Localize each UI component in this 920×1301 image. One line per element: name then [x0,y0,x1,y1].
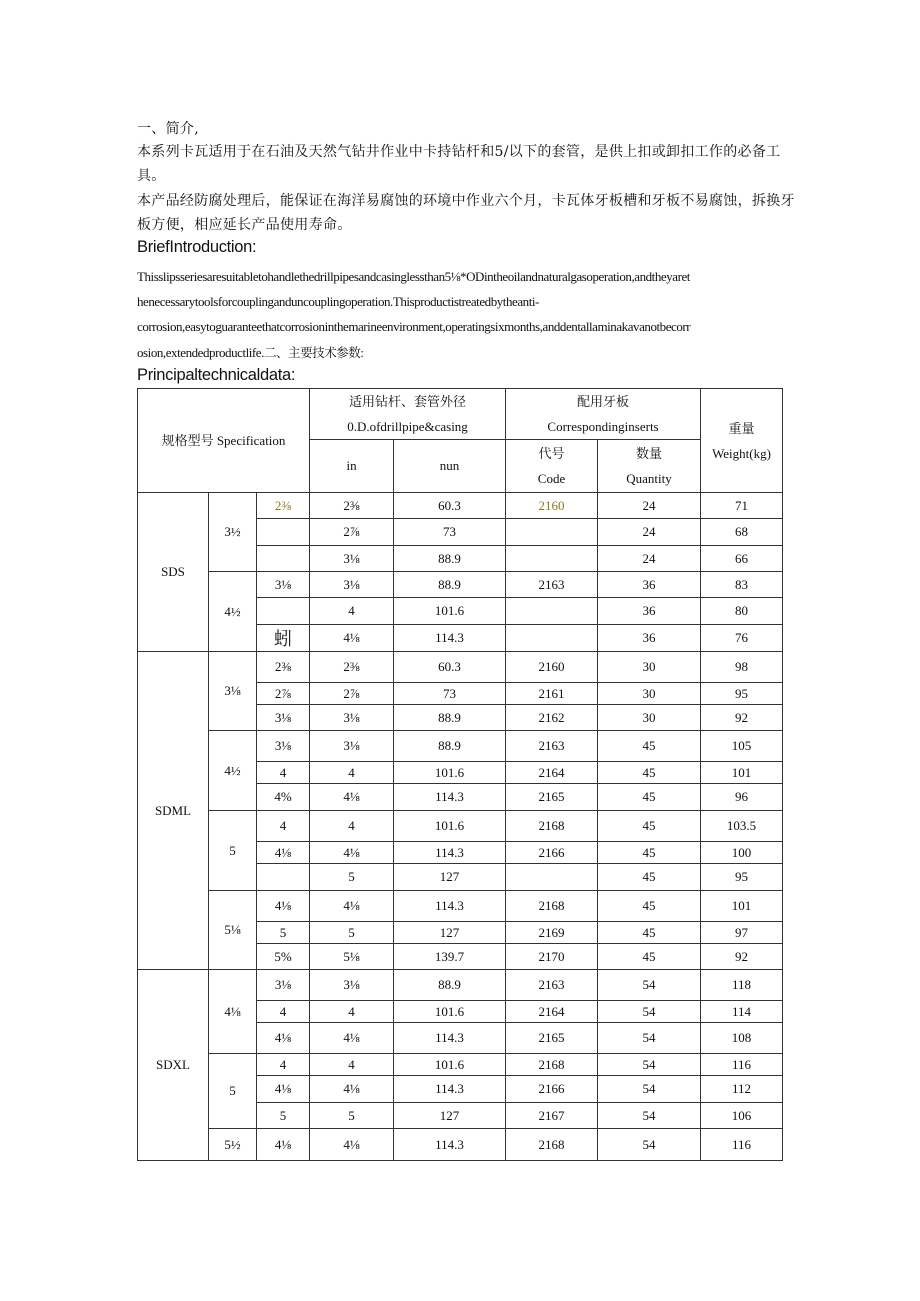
sub-size-cell: 4⅛ [257,1023,310,1054]
in-cell: 4 [310,1001,394,1023]
group-cell: 4½ [209,572,257,652]
model-cell: SDML [138,652,209,970]
zh-paragraph2-line1: 本产品经防腐处理后，能保证在海洋易腐蚀的环境中作业六个月，卡瓦体牙板槽和牙板不易腐蚀，拆换牙 [137,193,795,209]
header-mm: nun [394,440,506,493]
table-row [138,493,783,519]
qty-cell: 36 [598,598,701,625]
section1-heading: 一、简介, [137,121,199,137]
qty-cell: 45 [598,842,701,864]
weight-cell: 101 [701,891,783,922]
header-code [506,440,598,493]
weight-cell: 66 [701,546,783,572]
header-spec [138,389,310,493]
header-code-en: Code [537,471,566,486]
in-cell: 2⅞ [310,519,394,546]
weight-cell: 101 [701,762,783,784]
sub-size-cell: 3⅛ [257,572,310,598]
sub-size-cell: 蚓 [257,625,310,652]
group-cell: 5 [209,1054,257,1129]
mm-cell: 114.3 [394,1076,506,1103]
table-row [138,811,783,842]
brief-heading: BriefIntroduction: [137,238,257,256]
in-cell: 2⅞ [310,683,394,705]
sub-size-cell: 4⅛ [257,842,310,864]
qty-cell: 45 [598,731,701,762]
mm-cell: 101.6 [394,1054,506,1076]
code-cell: 2168 [506,1054,598,1076]
weight-cell: 116 [701,1054,783,1076]
table-row [138,1129,783,1161]
table-row [138,652,783,683]
mm-cell: 114.3 [394,625,506,652]
mm-cell: 114.3 [394,784,506,811]
code-cell: 2161 [506,683,598,705]
mm-cell: 88.9 [394,970,506,1001]
code-cell: 2163 [506,970,598,1001]
qty-cell: 54 [598,970,701,1001]
code-cell [506,598,598,625]
in-cell: 4⅛ [310,1129,394,1161]
sub-size-cell: 2⅞ [257,683,310,705]
in-cell: 5 [310,864,394,891]
weight-cell: 98 [701,652,783,683]
header-qty [598,440,701,493]
code-cell: 2165 [506,784,598,811]
sub-size-cell: 5% [257,944,310,970]
mm-cell: 101.6 [394,762,506,784]
code-cell: 2165 [506,1023,598,1054]
zh-paragraph2-line2: 板方便，相应延长产品使用寿命。 [137,217,352,233]
sub-size-cell [257,546,310,572]
table-row [138,1054,783,1076]
mm-cell: 73 [394,683,506,705]
group-cell: 3½ [209,493,257,572]
weight-cell: 100 [701,842,783,864]
sub-size-cell: 3⅛ [257,705,310,731]
group-cell: 4½ [209,731,257,811]
mm-cell: 114.3 [394,1129,506,1161]
zh-paragraph1-line2: 具。 [137,168,166,184]
mm-cell: 88.9 [394,731,506,762]
qty-cell: 54 [598,1054,701,1076]
qty-cell: 24 [598,493,701,519]
mm-cell: 60.3 [394,493,506,519]
zh-paragraph1-line1: 本系列卡瓦适用于在石油及天然气钻井作业中卡持钻杆和5/以下的套管，是供上扣或卸扣工作的必备工 [137,144,781,160]
qty-cell: 30 [598,705,701,731]
in-cell: 4⅛ [310,1076,394,1103]
qty-cell: 30 [598,683,701,705]
weight-cell: 80 [701,598,783,625]
in-cell: 3⅛ [310,731,394,762]
qty-cell: 36 [598,572,701,598]
weight-cell: 118 [701,970,783,1001]
code-cell: 2166 [506,1076,598,1103]
sub-size-cell: 4 [257,762,310,784]
qty-cell: 54 [598,1103,701,1129]
weight-cell: 95 [701,683,783,705]
mm-cell: 88.9 [394,546,506,572]
sub-size-cell: 2⅜ [257,493,310,519]
in-cell: 3⅛ [310,572,394,598]
code-cell: 2163 [506,572,598,598]
header-weight [701,389,783,493]
sub-size-cell: 5 [257,1103,310,1129]
sub-size-cell: 4⅛ [257,1129,310,1161]
mm-cell: 73 [394,519,506,546]
in-cell: 4 [310,1054,394,1076]
weight-cell: 92 [701,705,783,731]
model-cell: SDS [138,493,209,652]
header-qty-zh: 数量 [636,446,663,461]
weight-cell: 95 [701,864,783,891]
header-od-en: 0.D.ofdrillpipe&casing [347,419,468,434]
qty-cell: 45 [598,944,701,970]
in-cell: 5 [310,1103,394,1129]
sub-size-cell: 2⅜ [257,652,310,683]
qty-cell: 30 [598,652,701,683]
code-cell: 2166 [506,842,598,864]
code-cell: 2167 [506,1103,598,1129]
code-cell: 2160 [506,652,598,683]
en-paragraph-line4 [137,343,363,361]
sub-size-cell: 4⅛ [257,1076,310,1103]
code-cell: 2168 [506,1129,598,1161]
in-cell: 4 [310,598,394,625]
in-cell: 4 [310,762,394,784]
sub-size-cell [257,519,310,546]
mm-cell: 127 [394,922,506,944]
model-cell: SDXL [138,970,209,1161]
weight-cell: 92 [701,944,783,970]
mm-cell: 101.6 [394,811,506,842]
code-cell: 2164 [506,1001,598,1023]
table-row [138,891,783,922]
group-cell: 5⅛ [209,891,257,970]
qty-cell: 54 [598,1023,701,1054]
header-in: in [310,440,394,493]
in-cell: 3⅛ [310,970,394,1001]
mm-cell: 88.9 [394,705,506,731]
mm-cell: 114.3 [394,842,506,864]
code-cell [506,546,598,572]
sub-size-cell: 5 [257,922,310,944]
in-cell: 5 [310,922,394,944]
sub-size-cell: 4 [257,1054,310,1076]
code-cell [506,864,598,891]
qty-cell: 45 [598,762,701,784]
weight-cell: 83 [701,572,783,598]
en-paragraph-line3: corrosion,easytoguaranteethatcorrosioninthemarineenvironment,operatingsixmonths,anddentallaminakavanotbecorr [137,319,691,334]
mm-cell: 139.7 [394,944,506,970]
in-cell: 4⅛ [310,842,394,864]
qty-cell: 24 [598,519,701,546]
mm-cell: 101.6 [394,598,506,625]
principal-heading: Principaltechnicaldata: [137,366,296,384]
header-spec-text: 规格型号 Specification [161,433,286,448]
code-cell: 2168 [506,891,598,922]
header-weight-zh: 重量 [728,420,755,436]
qty-cell: 45 [598,891,701,922]
en-paragraph-line1: Thisslipsseriesaresuitabletohandlethedrillpipesandcasinglessthan5⅛*ODintheoilandnaturalgasoperation,andtheyaret [137,269,690,284]
in-cell: 4⅛ [310,784,394,811]
sub-size-cell: 3⅛ [257,731,310,762]
header-inserts-zh: 配用牙板 [577,394,630,409]
sub-size-cell [257,598,310,625]
code-cell: 2163 [506,731,598,762]
weight-cell: 97 [701,922,783,944]
weight-cell: 106 [701,1103,783,1129]
qty-cell: 24 [598,546,701,572]
weight-cell: 112 [701,1076,783,1103]
sub-size-cell: 4⅛ [257,891,310,922]
sub-size-cell: 4% [257,784,310,811]
weight-cell: 68 [701,519,783,546]
table-row [138,572,783,598]
weight-cell: 96 [701,784,783,811]
header-row-1 [138,389,783,440]
qty-cell: 54 [598,1129,701,1161]
code-cell: 2162 [506,705,598,731]
header-inserts [506,389,701,440]
in-cell: 4⅛ [310,1023,394,1054]
qty-cell: 54 [598,1076,701,1103]
in-cell: 4⅛ [310,891,394,922]
code-cell [506,625,598,652]
section2-heading: 二、主要技术参数: [263,346,364,360]
code-cell: 2164 [506,762,598,784]
code-cell: 2168 [506,811,598,842]
weight-cell: 114 [701,1001,783,1023]
group-cell: 5 [209,811,257,891]
qty-cell: 45 [598,784,701,811]
header-qty-en: Quantity [626,471,672,486]
weight-cell: 105 [701,731,783,762]
mm-cell: 127 [394,1103,506,1129]
sub-size-cell: 4 [257,1001,310,1023]
header-weight-en: Weight(kg) [712,445,771,461]
code-cell: 2160 [506,493,598,519]
sub-size-cell: 4 [257,811,310,842]
weight-cell: 76 [701,625,783,652]
group-cell: 5½ [209,1129,257,1161]
mm-cell: 114.3 [394,891,506,922]
sub-size-cell: 3⅛ [257,970,310,1001]
code-cell [506,519,598,546]
weight-cell: 108 [701,1023,783,1054]
in-cell: 5⅛ [310,944,394,970]
mm-cell: 127 [394,864,506,891]
in-cell: 3⅛ [310,546,394,572]
in-cell: 4⅛ [310,625,394,652]
sub-size-cell [257,864,310,891]
code-cell: 2170 [506,944,598,970]
in-cell: 3⅛ [310,705,394,731]
in-cell: 2⅜ [310,652,394,683]
in-cell: 4 [310,811,394,842]
mm-cell: 114.3 [394,1023,506,1054]
group-cell: 4⅛ [209,970,257,1054]
mm-cell: 60.3 [394,652,506,683]
weight-cell: 71 [701,493,783,519]
qty-cell: 45 [598,922,701,944]
header-inserts-en: Correspondinginserts [547,419,659,434]
qty-cell: 45 [598,811,701,842]
table-row [138,970,783,1001]
header-code-zh: 代号 [538,446,565,461]
weight-cell: 116 [701,1129,783,1161]
qty-cell: 36 [598,625,701,652]
mm-cell: 88.9 [394,572,506,598]
qty-cell: 54 [598,1001,701,1023]
code-cell: 2169 [506,922,598,944]
in-cell: 2⅜ [310,493,394,519]
mm-cell: 101.6 [394,1001,506,1023]
en-paragraph-line4-text: osion,extendedproductlife. [137,345,264,360]
technical-data-table [137,388,783,1161]
header-od-zh: 适用钻杆、套管外径 [349,394,467,409]
group-cell: 3⅛ [209,652,257,731]
weight-cell: 103.5 [701,811,783,842]
qty-cell: 45 [598,864,701,891]
header-od [310,389,506,440]
en-paragraph-line2: henecessarytoolsforcouplinganduncouplingoperation.Thisproductistreatedbytheanti- [137,294,539,309]
table-row [138,731,783,762]
